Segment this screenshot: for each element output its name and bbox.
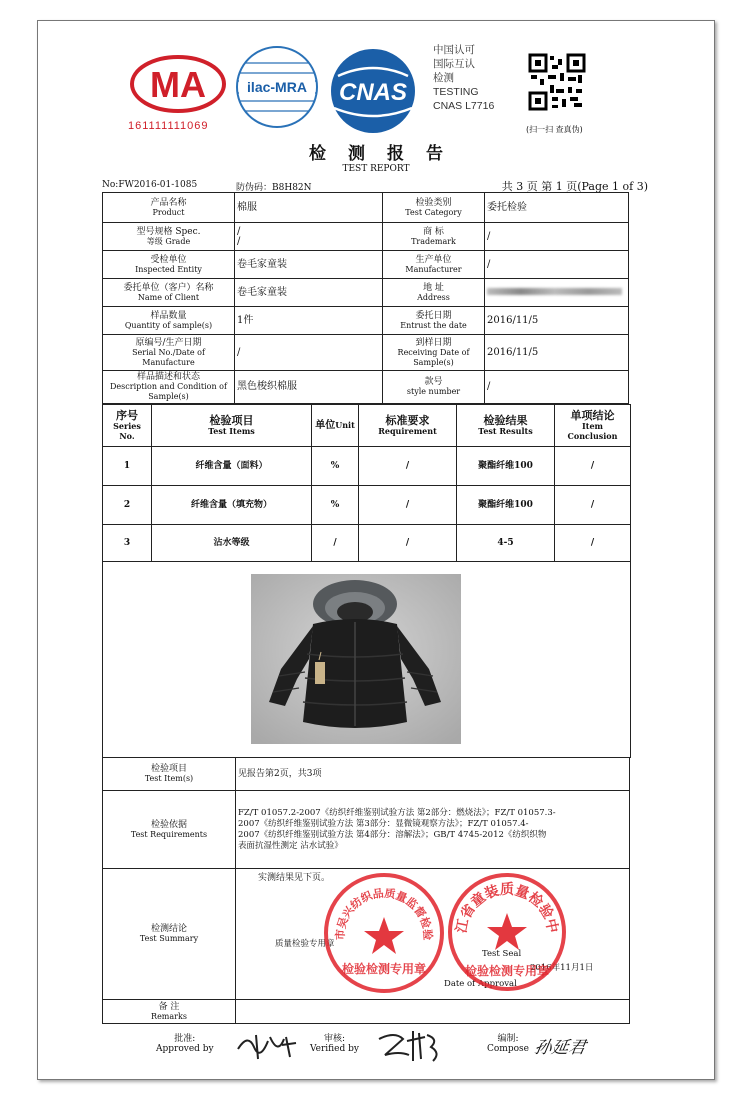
report-title-en: TEST REPORT <box>342 164 410 174</box>
style-value: / <box>485 371 629 404</box>
anti-fake-code: 防伪码：B8H82N <box>236 183 312 193</box>
ilac-globe-icon <box>233 43 321 131</box>
cma-mark-icon <box>128 54 228 116</box>
description-label: 样品描述和状态 Description and Condition of Sample(s) <box>103 371 235 404</box>
test-items-label: 检验项目 Test Item(s) <box>103 758 236 791</box>
row-unit: / <box>312 525 359 562</box>
entity-value: 卷毛家童装 <box>235 251 383 279</box>
approver-signature-icon <box>234 1029 300 1063</box>
client-value: 卷毛家童装 <box>235 279 383 307</box>
date-of-approval: Date of Approval <box>444 979 517 989</box>
row-item: 纤维含量（填充物） <box>152 486 312 525</box>
ilac-mra-logo <box>233 43 321 131</box>
serial-label: 原编号/生产日期 Serial No./Date of Manufacture <box>103 335 235 371</box>
results-header-row <box>103 405 631 447</box>
cma-mark-text: MA <box>150 64 206 105</box>
row-no: 3 <box>103 525 152 562</box>
seal-label-cn: 质量检验专用章 <box>275 939 335 949</box>
seal1-arc-text: 市吴兴纺织品质量监督检验 <box>333 886 435 941</box>
row-item: 沾水等级 <box>152 525 312 562</box>
report-title-cn: 检测报告 <box>309 144 465 164</box>
row-conclusion: / <box>555 525 631 562</box>
row-requirement: / <box>359 525 457 562</box>
quantity-label: 样品数量 Quantity of sample(s) <box>103 307 235 335</box>
qr-code-icon[interactable] <box>528 53 586 111</box>
address-value-redacted <box>485 279 629 307</box>
compose-by: 编制: Compose <box>487 1034 529 1054</box>
receiving-label: 到样日期 Receiving Date of Sample(s) <box>383 335 485 371</box>
seal2-arc-text: 江省童装质量检验中 <box>453 882 561 935</box>
report-page <box>37 20 715 1080</box>
header-series-no: 序号 Series No. <box>103 405 152 447</box>
spec-label: 型号规格 Spec. 等级 Grade <box>103 223 235 251</box>
verifier-signature-icon <box>375 1025 445 1065</box>
svg-text:湖州市吴兴纺织品质量监督检验中心 <box>322 871 435 940</box>
cnas-line: 检测 <box>433 72 454 84</box>
header-test-results: 检验结果 Test Results <box>457 405 555 447</box>
summary-text: 实测结果见下页。 <box>258 873 331 883</box>
entity-label: 受检单位 Inspected Entity <box>103 251 235 279</box>
cnas-globe-icon <box>328 46 418 136</box>
info-table <box>102 192 629 404</box>
header-requirement: 标准要求 Requirement <box>359 405 457 447</box>
style-label: 款号 style number <box>383 371 485 404</box>
seal1-bottom-text: 检验检测专用章 <box>341 962 427 976</box>
row-requirement: / <box>359 486 457 525</box>
entrust-value: 2016/11/5 <box>485 307 629 335</box>
description-value: 黑色梭织棉服 <box>235 371 383 404</box>
trademark-label: 商 标 Trademark <box>383 223 485 251</box>
seal-huzhou-icon <box>322 871 446 995</box>
row-result: 4-5 <box>457 525 555 562</box>
test-summary-label: 检测结论 Test Summary <box>103 869 236 1000</box>
header-item-conclusion: 单项结论 Item Conclusion <box>555 405 631 447</box>
row-no: 1 <box>103 447 152 486</box>
seal-label-en: Test Seal <box>482 949 522 959</box>
seal-zhejiang-icon <box>446 871 568 993</box>
trademark-value: / <box>485 223 629 251</box>
redaction-blur <box>487 288 622 295</box>
table-row <box>103 447 631 486</box>
row-unit: % <box>312 486 359 525</box>
row-result: 聚酯纤维100 <box>457 486 555 525</box>
product-value: 棉服 <box>235 193 383 223</box>
jacket-image-icon <box>251 574 461 744</box>
verified-by: 审核: Verified by <box>310 1034 359 1054</box>
cma-logo <box>128 54 228 134</box>
client-label: 委托单位（客户）名称 Name of Client <box>103 279 235 307</box>
row-conclusion: / <box>555 486 631 525</box>
row-result: 聚酯纤维100 <box>457 447 555 486</box>
page-info: 共 3 页 第 1 页(Page 1 of 3) <box>501 180 648 193</box>
table-row <box>103 525 631 562</box>
test-items-value: 见报告第2页，共3项 <box>236 758 630 791</box>
results-table <box>102 404 631 562</box>
category-label: 检验类别 Test Category <box>383 193 485 223</box>
cnas-line: 国际互认 <box>433 58 475 70</box>
row-unit: % <box>312 447 359 486</box>
receiving-value: 2016/11/5 <box>485 335 629 371</box>
manufacturer-value: / <box>485 251 629 279</box>
report-number: No:FW2016-01-1085 <box>102 180 198 190</box>
row-requirement: / <box>359 447 457 486</box>
sample-photo-frame <box>102 559 631 758</box>
address-label: 地 址 Address <box>383 279 485 307</box>
sample-photo <box>251 574 461 744</box>
spec-value: / / <box>235 223 383 251</box>
remarks-value <box>236 1000 630 1024</box>
issue-date: 2016年11月1日 <box>530 963 594 973</box>
cnas-line: CNAS L7716 <box>433 100 495 112</box>
table-row <box>103 486 631 525</box>
cma-number: 161111111069 <box>128 120 209 132</box>
remarks-label: 备 注 Remarks <box>103 1000 236 1024</box>
product-label: 产品名称 Product <box>103 193 235 223</box>
row-conclusion: / <box>555 447 631 486</box>
manufacturer-label: 生产单位 Manufacturer <box>383 251 485 279</box>
qr-caption: (扫一扫 查真伪) <box>526 125 583 134</box>
cnas-description <box>433 43 494 113</box>
category-value: 委托检验 <box>485 193 629 223</box>
entrust-label: 委托日期 Entrust the date <box>383 307 485 335</box>
cnas-line: TESTING <box>433 86 479 98</box>
test-basis-value: FZ/T 01057.2-2007《纺织纤维鉴别试验方法 第2部分：燃烧法》；FZ/T 01057.3- 2007《纺织纤维鉴别试验方法 第3部分：显微镜观察方法》；FZ/T 01057.4- 2007《纺织纤维鉴别试验方法 第4部分：溶解法》；GB/T 4745-2012《纺织织物 表面抗湿性测定 沾水试验》 <box>236 791 630 869</box>
cnas-text: CNAS <box>338 79 408 106</box>
row-item: 纤维含量（面料） <box>152 447 312 486</box>
approved-by: 批准: Approved by <box>156 1034 214 1054</box>
serial-value: / <box>235 335 383 371</box>
quantity-value: 1件 <box>235 307 383 335</box>
test-basis-label: 检验依据 Test Requirements <box>103 791 236 869</box>
ilac-text: ilac-MRA <box>247 79 307 95</box>
cnas-logo <box>328 46 418 136</box>
header-test-items: 检验项目 Test Items <box>152 405 312 447</box>
seal2-bottom-text: 检验检测专用章 <box>464 964 550 978</box>
row-no: 2 <box>103 486 152 525</box>
composer-signature: 孙延君 <box>532 1038 588 1058</box>
header-unit: 单位Unit <box>312 405 359 447</box>
cnas-line: 中国认可 <box>433 44 475 56</box>
